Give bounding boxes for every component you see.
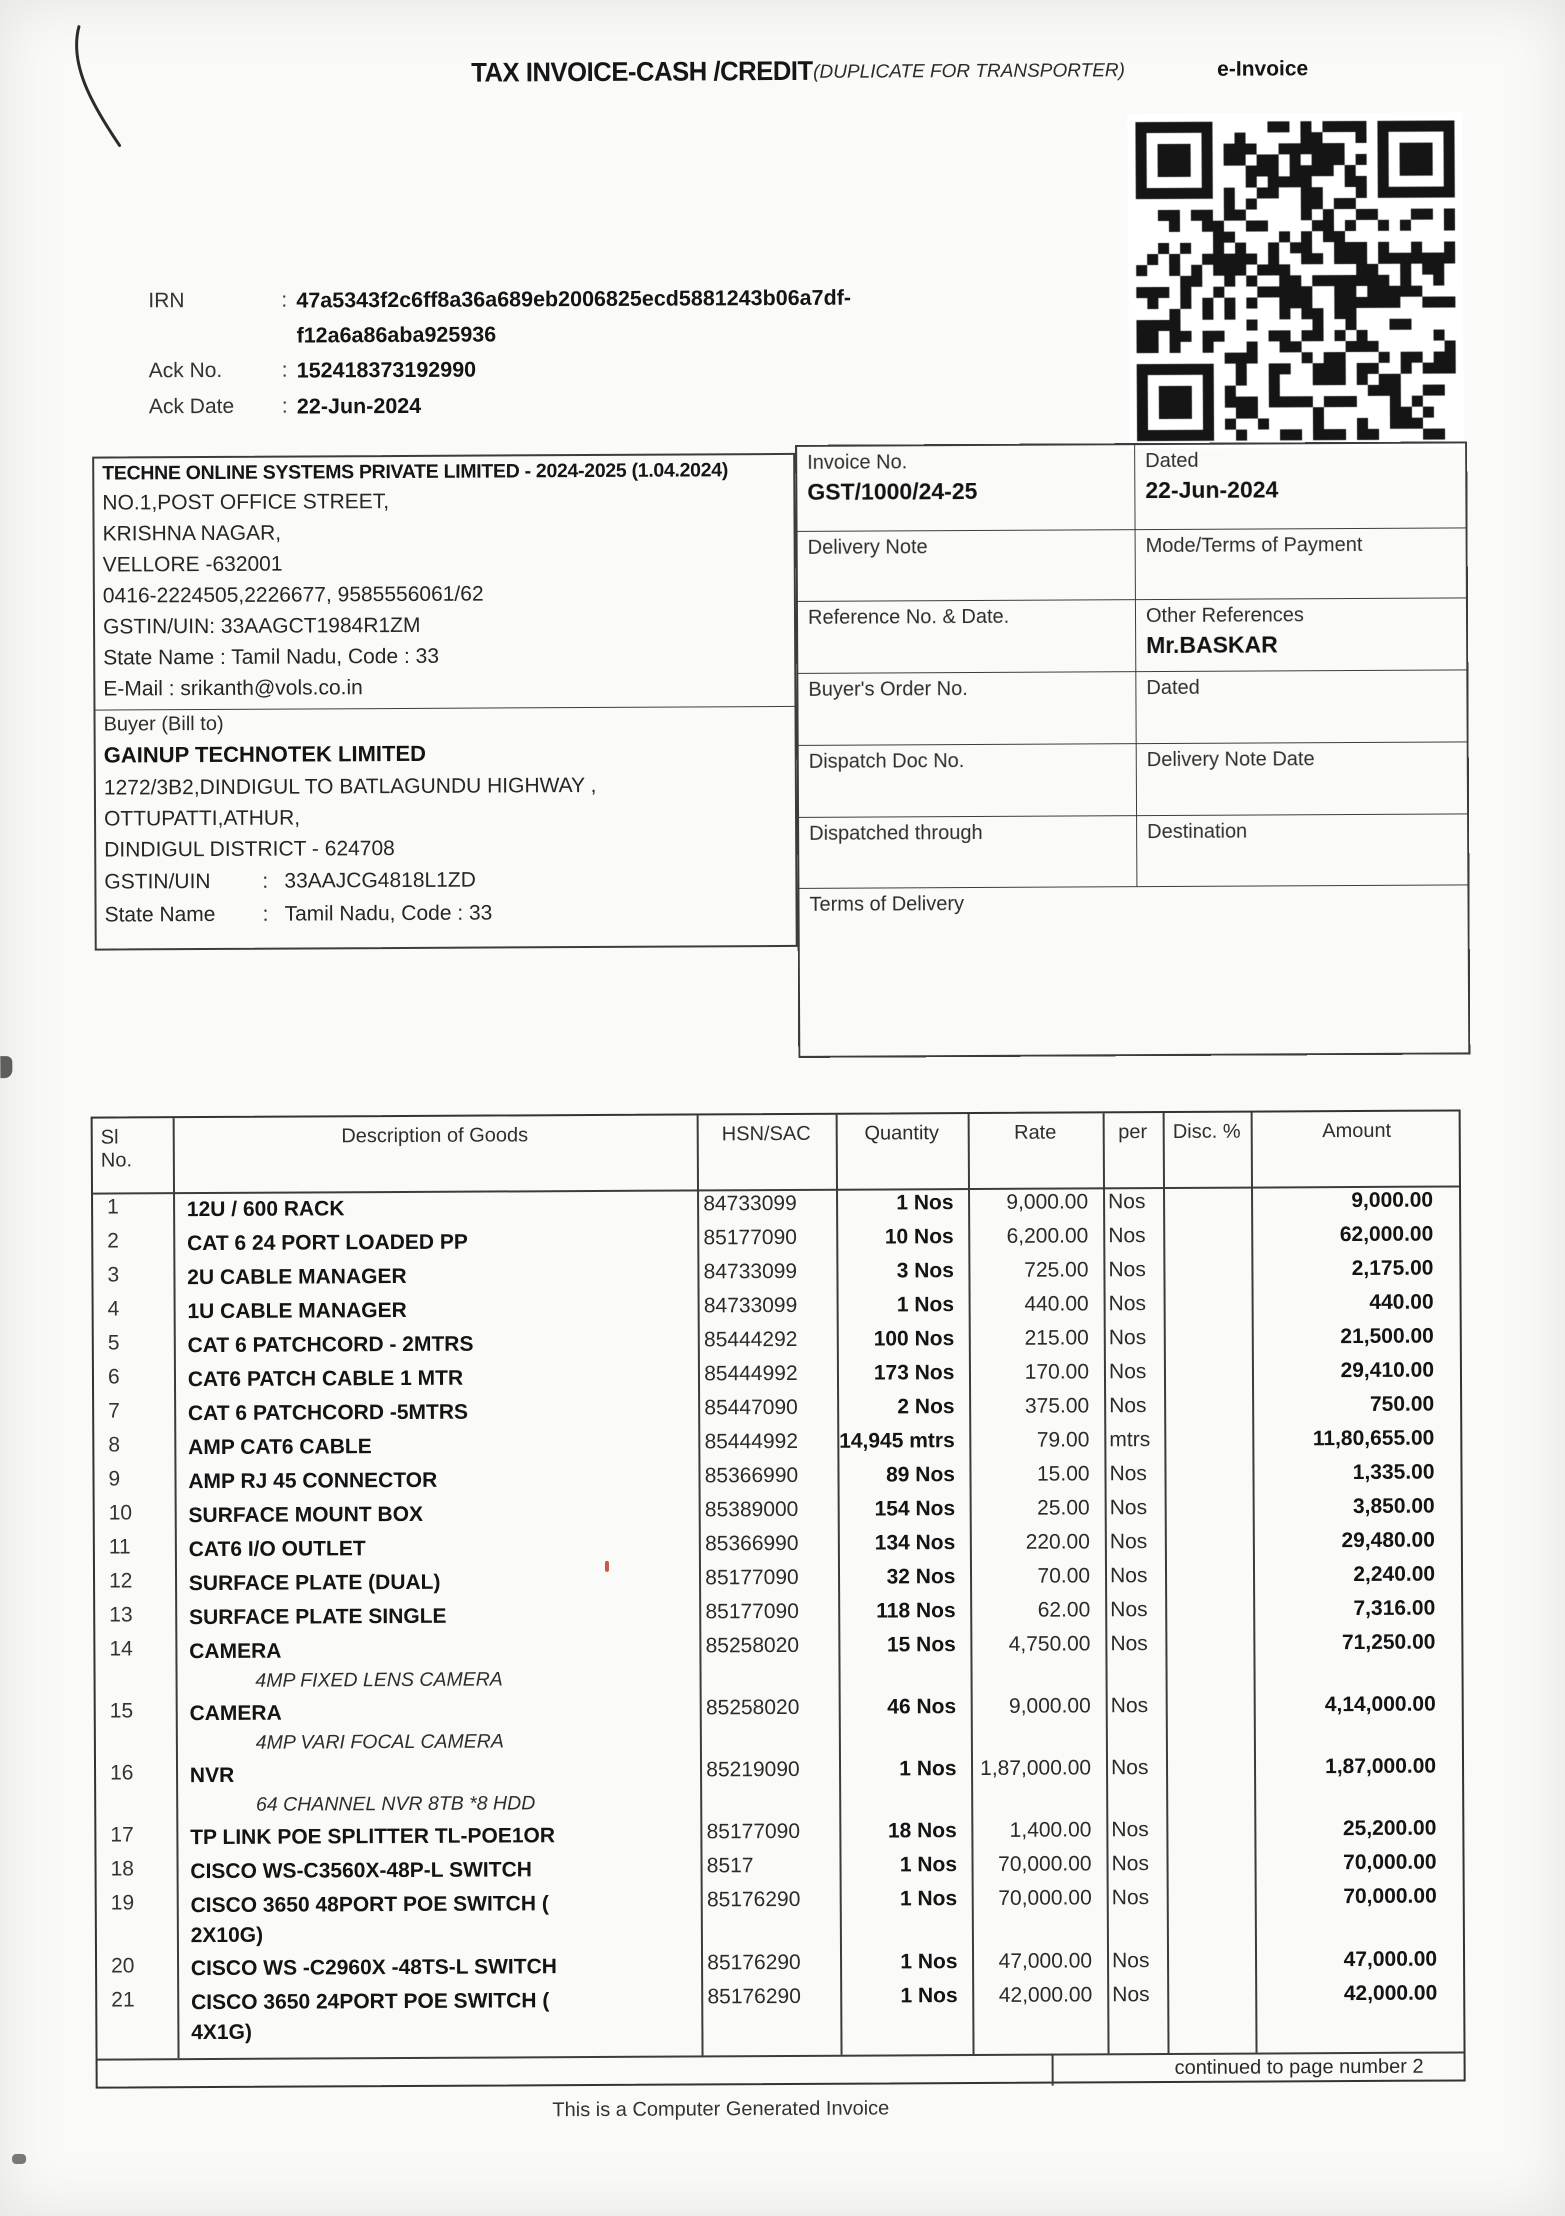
item-quantity: 14,945 mtrs bbox=[839, 1429, 955, 1453]
item-disc bbox=[1160, 1187, 1248, 1221]
irn-row bbox=[148, 286, 851, 315]
item-disc bbox=[1162, 1527, 1250, 1561]
items-table bbox=[91, 1109, 1466, 2088]
item-sl: 20 bbox=[111, 1954, 135, 1978]
item-sl: 6 bbox=[107, 1365, 120, 1389]
meta-label: Destination bbox=[1147, 820, 1248, 844]
irn-value-line2: f12a6a86aba925936 bbox=[296, 322, 497, 348]
item-sl: 15 bbox=[109, 1699, 134, 1723]
item-amount: 21,500.00 bbox=[1340, 1324, 1434, 1349]
col-header-quantity: Quantity bbox=[864, 1122, 940, 1145]
col-header-hsn: HSN/SAC bbox=[721, 1122, 811, 1146]
item-disc bbox=[1161, 1323, 1249, 1357]
item-description bbox=[174, 1427, 697, 1464]
colon: : bbox=[281, 394, 288, 418]
seller-name: TECHNE ONLINE SYSTEMS PRIVATE LIMITED - 2024-2025 (1.04.2024) bbox=[102, 459, 729, 485]
item-disc bbox=[1164, 1980, 1252, 2043]
item-rate: 79.00 bbox=[1036, 1428, 1090, 1452]
item-per: Nos bbox=[1109, 1496, 1148, 1520]
item-description-sub: 4MP VARI FOCAL CAMERA bbox=[255, 1730, 504, 1754]
item-description-sub: 4MP FIXED LENS CAMERA bbox=[255, 1668, 503, 1692]
item-description-main: CAT6 I/O OUTLET bbox=[188, 1537, 366, 1562]
irn-value-line1: 47a5343f2c6ff8a36a689eb2006825ecd5881243b06a7df- bbox=[296, 285, 852, 313]
item-description-main: 12U / 600 RACK bbox=[186, 1197, 345, 1222]
item-description bbox=[174, 1325, 697, 1362]
item-disc bbox=[1164, 1946, 1252, 1980]
buyer-name: GAINUP TECHNOTEK LIMITED bbox=[103, 740, 427, 768]
item-rate: 9,000.00 bbox=[1008, 1694, 1091, 1718]
item-disc bbox=[1163, 1815, 1251, 1849]
buyer-state-row bbox=[96, 895, 795, 932]
item-description bbox=[177, 1982, 700, 2048]
seller-address-line: NO.1,POST OFFICE STREET, bbox=[102, 490, 390, 515]
item-row bbox=[97, 1978, 1463, 2048]
item-disc bbox=[1160, 1255, 1248, 1289]
item-hsn: 85176290 bbox=[706, 1887, 801, 1912]
item-hsn: 85258020 bbox=[705, 1633, 800, 1658]
buyer-gstin-label: GSTIN/UIN bbox=[104, 869, 211, 894]
invoice-title: TAX INVOICE-CASH /CREDIT bbox=[471, 55, 813, 88]
item-description-sub: 64 CHANNEL NVR 8TB *8 HDD bbox=[255, 1792, 536, 1816]
col-header-per: per bbox=[1118, 1121, 1148, 1144]
colon: : bbox=[281, 358, 288, 382]
item-disc bbox=[1164, 1883, 1252, 1946]
item-quantity: 1 Nos bbox=[899, 1887, 958, 1911]
invoice-date: 22-Jun-2024 bbox=[1145, 476, 1279, 504]
meta-label: Invoice No. bbox=[807, 451, 908, 474]
item-sl: 1 bbox=[107, 1195, 119, 1219]
item-rate: 440.00 bbox=[1024, 1292, 1089, 1316]
item-quantity: 1 Nos bbox=[899, 1757, 957, 1781]
col-header-rate: Rate bbox=[1014, 1121, 1057, 1144]
col-header-sl bbox=[93, 1118, 173, 1192]
meta-label: Delivery Note bbox=[807, 536, 928, 559]
item-sl: 9 bbox=[108, 1467, 121, 1491]
item-per: Nos bbox=[1112, 1983, 1150, 2007]
item-per: Nos bbox=[1111, 1818, 1149, 1842]
item-description-main: CAT6 PATCH CABLE 1 MTR bbox=[187, 1366, 464, 1392]
meta-destination bbox=[1136, 813, 1467, 886]
meta-value bbox=[808, 704, 1125, 706]
item-disc bbox=[1162, 1595, 1250, 1629]
item-sl: 13 bbox=[109, 1603, 133, 1627]
item-quantity: 15 Nos bbox=[886, 1633, 956, 1657]
item-description bbox=[175, 1563, 698, 1600]
meta-delivery-note-date bbox=[1136, 741, 1467, 815]
item-row bbox=[96, 1689, 1462, 1758]
item-description-main: CAT 6 24 PORT LOADED PP bbox=[187, 1230, 468, 1256]
item-sl: 14 bbox=[109, 1637, 133, 1661]
item-amount: 2,240.00 bbox=[1353, 1562, 1436, 1587]
item-hsn: 85444992 bbox=[704, 1429, 799, 1454]
irn-label: IRN bbox=[148, 289, 185, 313]
item-quantity: 1 Nos bbox=[896, 1191, 954, 1215]
item-rate: 1,87,000.00 bbox=[980, 1756, 1092, 1780]
item-hsn: 85219090 bbox=[706, 1757, 800, 1782]
item-quantity: 154 Nos bbox=[874, 1497, 956, 1521]
item-quantity: 134 Nos bbox=[874, 1531, 956, 1555]
item-description-main: TP LINK POE SPLITTER TL-POE1OR bbox=[190, 1824, 556, 1850]
continued-note: continued to page number 2 bbox=[1174, 2055, 1424, 2079]
meta-value bbox=[1146, 702, 1456, 704]
buyer-address-line: DINDIGUL DISTRICT - 624708 bbox=[104, 837, 395, 862]
item-per: Nos bbox=[1109, 1530, 1148, 1554]
item-rate: 6,200.00 bbox=[1006, 1224, 1089, 1248]
col-header-description: Description of Goods bbox=[341, 1124, 529, 1148]
item-rate: 47,000.00 bbox=[998, 1949, 1093, 1973]
meta-terms-of-delivery bbox=[799, 884, 1468, 1055]
col-header-text: Sl bbox=[100, 1126, 119, 1149]
meta-label: Dated bbox=[1146, 676, 1200, 700]
item-sl: 7 bbox=[108, 1399, 120, 1423]
item-rate: 220.00 bbox=[1025, 1530, 1090, 1554]
item-amount: 25,200.00 bbox=[1342, 1816, 1437, 1841]
item-rate: 9,000.00 bbox=[1006, 1190, 1089, 1214]
item-quantity: 1 Nos bbox=[900, 1950, 958, 1974]
item-rate: 70,000.00 bbox=[998, 1852, 1092, 1876]
item-disc bbox=[1160, 1221, 1248, 1255]
buyer-state-value: Tamil Nadu, Code : 33 bbox=[284, 901, 493, 926]
ack-date-value: 22-Jun-2024 bbox=[296, 393, 422, 419]
invoice-copy-type: (DUPLICATE FOR TRANSPORTER) bbox=[813, 60, 1125, 83]
other-reference-value: Mr.BASKAR bbox=[1146, 631, 1278, 659]
meta-invoice-no bbox=[797, 445, 1134, 531]
pen-mark bbox=[65, 21, 146, 156]
item-description bbox=[175, 1693, 698, 1758]
item-sl: 10 bbox=[108, 1501, 133, 1525]
item-hsn: 85176290 bbox=[707, 1950, 801, 1975]
item-hsn: 85177090 bbox=[705, 1565, 799, 1590]
item-quantity: 18 Nos bbox=[887, 1819, 957, 1843]
item-sl: 17 bbox=[110, 1823, 134, 1847]
meta-other-references bbox=[1135, 597, 1466, 671]
item-amount: 29,410.00 bbox=[1340, 1358, 1435, 1383]
item-amount: 11,80,655.00 bbox=[1312, 1426, 1435, 1451]
buyer-state-label: State Name bbox=[104, 902, 216, 927]
meta-dispatched-through bbox=[799, 815, 1136, 888]
item-sl: 21 bbox=[111, 1988, 135, 2012]
computer-generated-note: This is a Computer Generated Invoice bbox=[552, 2097, 890, 2122]
item-description-main: CISCO WS -C2960X -48TS-L SWITCH bbox=[190, 1955, 557, 1981]
item-rate: 25.00 bbox=[1037, 1496, 1090, 1520]
item-sl: 18 bbox=[110, 1857, 134, 1881]
item-description bbox=[174, 1393, 697, 1430]
item-sl: 12 bbox=[108, 1569, 133, 1593]
item-amount: 70,000.00 bbox=[1343, 1850, 1437, 1875]
item-per: Nos bbox=[1110, 1564, 1148, 1588]
meta-buyers-order bbox=[798, 671, 1135, 745]
item-per: Nos bbox=[1109, 1462, 1147, 1486]
item-sl: 11 bbox=[108, 1535, 131, 1559]
meta-label: Buyer's Order No. bbox=[808, 678, 968, 701]
item-hsn: 8517 bbox=[706, 1854, 754, 1878]
item-rate: 375.00 bbox=[1024, 1394, 1090, 1418]
item-quantity: 32 Nos bbox=[886, 1565, 956, 1589]
item-per: Nos bbox=[1108, 1258, 1146, 1282]
item-rate: 15.00 bbox=[1036, 1462, 1090, 1486]
buyer-section-label: Buyer (Bill to) bbox=[103, 712, 224, 736]
meta-label: Delivery Note Date bbox=[1146, 748, 1315, 772]
item-quantity: 1 Nos bbox=[896, 1293, 955, 1317]
meta-reference bbox=[798, 599, 1135, 673]
item-description bbox=[174, 1461, 697, 1498]
item-quantity: 2 Nos bbox=[897, 1395, 955, 1419]
item-description bbox=[176, 1817, 699, 1854]
item-amount: 42,000.00 bbox=[1343, 1981, 1438, 2006]
item-quantity: 100 Nos bbox=[873, 1327, 955, 1351]
colon: : bbox=[262, 869, 269, 893]
meta-value bbox=[809, 776, 1126, 778]
meta-label: Other References bbox=[1145, 604, 1304, 628]
col-header-text: No. bbox=[100, 1149, 133, 1172]
item-quantity: 1 Nos bbox=[900, 1984, 958, 2008]
item-description-main: CAMERA bbox=[189, 1639, 282, 1664]
item-disc bbox=[1162, 1629, 1250, 1691]
item-hsn: 85177090 bbox=[705, 1599, 799, 1624]
item-per: Nos bbox=[1109, 1394, 1147, 1418]
item-description bbox=[175, 1597, 698, 1634]
meta-dated bbox=[1134, 443, 1465, 529]
item-per: Nos bbox=[1111, 1756, 1149, 1780]
item-description bbox=[175, 1631, 698, 1696]
item-amount: 7,316.00 bbox=[1353, 1596, 1436, 1621]
item-disc bbox=[1163, 1849, 1251, 1883]
item-hsn: 85447090 bbox=[704, 1395, 798, 1420]
item-description-main: CAMERA bbox=[189, 1701, 282, 1726]
item-hsn: 85444292 bbox=[703, 1327, 798, 1352]
item-description-main: NVR bbox=[189, 1763, 235, 1788]
item-hsn: 84733099 bbox=[703, 1191, 797, 1216]
item-description-main: 1U CABLE MANAGER bbox=[187, 1298, 407, 1324]
item-hsn: 85177090 bbox=[706, 1819, 801, 1844]
item-description-main: AMP RJ 45 CONNECTOR bbox=[188, 1468, 438, 1494]
colon: : bbox=[281, 288, 288, 312]
item-rate: 170.00 bbox=[1024, 1360, 1090, 1384]
item-description-main: 2U CABLE MANAGER bbox=[187, 1264, 407, 1290]
item-sl: 4 bbox=[107, 1297, 120, 1321]
item-amount: 62,000.00 bbox=[1339, 1222, 1434, 1247]
col-header-amount: Amount bbox=[1322, 1119, 1392, 1143]
item-row bbox=[97, 1881, 1463, 1951]
item-description-main: SURFACE PLATE (DUAL) bbox=[188, 1570, 441, 1596]
item-disc bbox=[1161, 1459, 1249, 1493]
seller-gstin: GSTIN/UIN: 33AAGCT1984R1ZM bbox=[102, 613, 421, 639]
item-per: Nos bbox=[1110, 1694, 1149, 1718]
meta-value bbox=[1147, 846, 1457, 848]
item-per: Nos bbox=[1108, 1224, 1146, 1248]
meta-value bbox=[808, 632, 1125, 634]
item-description bbox=[173, 1189, 696, 1226]
ack-date-row bbox=[149, 394, 421, 420]
item-rate: 70.00 bbox=[1037, 1564, 1091, 1588]
item-rate: 725.00 bbox=[1024, 1258, 1089, 1282]
buyer-gstin-value: 33AAJCG4818L1ZD bbox=[284, 868, 476, 893]
item-description bbox=[173, 1223, 696, 1260]
item-amount: 750.00 bbox=[1369, 1392, 1435, 1416]
item-amount: 71,250.00 bbox=[1341, 1630, 1436, 1655]
meta-label: Mode/Terms of Payment bbox=[1145, 533, 1363, 558]
qr-code bbox=[1127, 112, 1464, 449]
item-per: Nos bbox=[1108, 1360, 1147, 1384]
item-sl: 16 bbox=[109, 1761, 134, 1785]
item-per: Nos bbox=[1110, 1598, 1148, 1622]
meta-label: Dispatched through bbox=[809, 821, 983, 845]
ack-no-label: Ack No. bbox=[148, 358, 223, 383]
item-row bbox=[96, 1751, 1462, 1820]
invoice-meta-grid bbox=[795, 441, 1470, 1058]
item-description-main: SURFACE MOUNT BOX bbox=[188, 1502, 424, 1528]
seller-address-line: VELLORE -632001 bbox=[102, 552, 283, 577]
item-description bbox=[177, 1948, 700, 1985]
item-sl: 19 bbox=[110, 1891, 135, 1915]
meta-order-dated bbox=[1135, 669, 1466, 743]
item-description-main: CAT 6 PATCHCORD -5MTRS bbox=[187, 1400, 469, 1426]
item-hsn: 85444992 bbox=[704, 1361, 798, 1386]
item-description-main: CISCO 3650 48PORT POE SWITCH ( 2X10G) bbox=[190, 1892, 549, 1948]
item-quantity: 10 Nos bbox=[884, 1225, 954, 1249]
ack-no-row bbox=[149, 358, 476, 385]
item-description bbox=[173, 1257, 696, 1294]
item-amount: 440.00 bbox=[1369, 1290, 1434, 1314]
item-amount: 29,480.00 bbox=[1341, 1528, 1435, 1553]
item-hsn: 85389000 bbox=[704, 1497, 799, 1522]
item-hsn: 85177090 bbox=[703, 1225, 797, 1250]
buyer-gstin-row bbox=[96, 862, 795, 899]
item-sl: 5 bbox=[107, 1331, 120, 1355]
item-quantity: 173 Nos bbox=[873, 1361, 955, 1385]
item-rate: 215.00 bbox=[1024, 1326, 1089, 1350]
items-body bbox=[93, 1185, 1463, 2048]
buyer-address-line: 1272/3B2,DINDIGUL TO BATLAGUNDU HIGHWAY , bbox=[103, 773, 597, 800]
seller-email: E-Mail : srikanth@vols.co.in bbox=[103, 676, 363, 701]
item-hsn: 85176290 bbox=[707, 1984, 801, 2009]
item-disc bbox=[1163, 1753, 1251, 1815]
scan-smudge bbox=[12, 2154, 26, 2164]
item-hsn: 84733099 bbox=[703, 1259, 798, 1284]
item-sl: 2 bbox=[107, 1229, 120, 1253]
ack-date-label: Ack Date bbox=[148, 394, 235, 419]
item-sl: 8 bbox=[108, 1433, 121, 1457]
item-description bbox=[173, 1291, 696, 1328]
party-box bbox=[92, 453, 798, 951]
item-quantity: 1 Nos bbox=[899, 1853, 958, 1877]
item-description-main: CAT 6 PATCHCORD - 2MTRS bbox=[187, 1332, 474, 1358]
meta-dispatch-doc bbox=[799, 743, 1136, 817]
item-quantity: 46 Nos bbox=[887, 1695, 957, 1719]
item-amount: 1,335.00 bbox=[1352, 1460, 1435, 1485]
item-disc bbox=[1161, 1391, 1249, 1425]
item-description bbox=[176, 1885, 699, 1951]
item-description-main: SURFACE PLATE SINGLE bbox=[188, 1604, 447, 1630]
item-description bbox=[174, 1359, 697, 1396]
item-per: Nos bbox=[1111, 1886, 1150, 1910]
item-per: Nos bbox=[1108, 1326, 1147, 1350]
item-hsn: 85366990 bbox=[705, 1531, 799, 1556]
meta-value bbox=[1146, 560, 1456, 562]
item-hsn: 84733099 bbox=[703, 1293, 798, 1318]
meta-payment-terms bbox=[1135, 527, 1466, 599]
item-per: Nos bbox=[1108, 1292, 1147, 1316]
meta-value bbox=[1147, 774, 1457, 776]
item-description-main: AMP CAT6 CABLE bbox=[188, 1435, 372, 1460]
item-per: Nos bbox=[1110, 1632, 1148, 1656]
item-amount: 4,14,000.00 bbox=[1324, 1692, 1436, 1717]
item-disc bbox=[1161, 1493, 1249, 1527]
meta-value bbox=[809, 848, 1126, 850]
item-disc bbox=[1160, 1289, 1248, 1323]
item-disc bbox=[1161, 1425, 1249, 1459]
colon: : bbox=[262, 902, 269, 926]
item-description bbox=[175, 1529, 698, 1566]
meta-value bbox=[808, 562, 1125, 564]
item-quantity: 89 Nos bbox=[885, 1463, 955, 1487]
item-amount: 47,000.00 bbox=[1343, 1947, 1438, 1972]
e-invoice-label: e-Invoice bbox=[1217, 57, 1309, 81]
item-description bbox=[176, 1851, 699, 1888]
item-row bbox=[95, 1627, 1461, 1696]
invoice-number: GST/1000/24-25 bbox=[807, 477, 978, 505]
item-quantity: 118 Nos bbox=[876, 1599, 956, 1623]
item-rate: 1,400.00 bbox=[1009, 1818, 1092, 1842]
item-amount: 70,000.00 bbox=[1343, 1884, 1437, 1909]
item-disc bbox=[1161, 1357, 1249, 1391]
items-header bbox=[93, 1111, 1459, 1192]
item-description bbox=[176, 1755, 699, 1820]
item-amount: 1,87,000.00 bbox=[1325, 1754, 1437, 1779]
ack-no-value: 152418373192990 bbox=[296, 357, 477, 383]
seller-state: State Name : Tamil Nadu, Code : 33 bbox=[103, 644, 440, 670]
item-amount: 3,850.00 bbox=[1352, 1494, 1435, 1519]
meta-label: Dated bbox=[1145, 449, 1199, 473]
item-per: Nos bbox=[1108, 1190, 1146, 1214]
item-amount: 2,175.00 bbox=[1351, 1256, 1434, 1281]
meta-value bbox=[810, 917, 1458, 920]
item-per: Nos bbox=[1111, 1852, 1149, 1876]
item-rate: 42,000.00 bbox=[998, 1983, 1093, 2007]
item-disc bbox=[1162, 1561, 1250, 1595]
meta-label: Dispatch Doc No. bbox=[808, 750, 965, 773]
item-amount: 9,000.00 bbox=[1351, 1188, 1434, 1213]
item-per: Nos bbox=[1112, 1949, 1150, 1973]
scan-smudge bbox=[0, 1056, 12, 1078]
item-description-main: CISCO WS-C3560X-48P-L SWITCH bbox=[190, 1858, 532, 1884]
seller-address-line: KRISHNA NAGAR, bbox=[102, 521, 282, 546]
item-hsn: 85366990 bbox=[704, 1463, 799, 1488]
item-description-main: CISCO 3650 24PORT POE SWITCH ( 4X1G) bbox=[190, 1989, 550, 2045]
item-rate: 4,750.00 bbox=[1008, 1632, 1091, 1656]
item-sl: 3 bbox=[107, 1263, 120, 1287]
item-description bbox=[174, 1495, 697, 1532]
item-per: mtrs bbox=[1109, 1428, 1151, 1452]
buyer-address-line: OTTUPATTI,ATHUR, bbox=[103, 806, 301, 831]
item-hsn: 85258020 bbox=[705, 1695, 800, 1720]
item-quantity: 3 Nos bbox=[896, 1259, 954, 1283]
item-rate: 70,000.00 bbox=[998, 1886, 1092, 1910]
item-rate: 62.00 bbox=[1037, 1598, 1091, 1622]
item-disc bbox=[1163, 1691, 1251, 1753]
col-header-disc: Disc. % bbox=[1172, 1120, 1241, 1143]
meta-label: Reference No. & Date. bbox=[807, 605, 1010, 629]
seller-address-line: 0416-2224505,2226677, 9585556061/62 bbox=[102, 582, 484, 608]
meta-label: Terms of Delivery bbox=[809, 893, 965, 916]
meta-delivery-note bbox=[798, 529, 1135, 601]
